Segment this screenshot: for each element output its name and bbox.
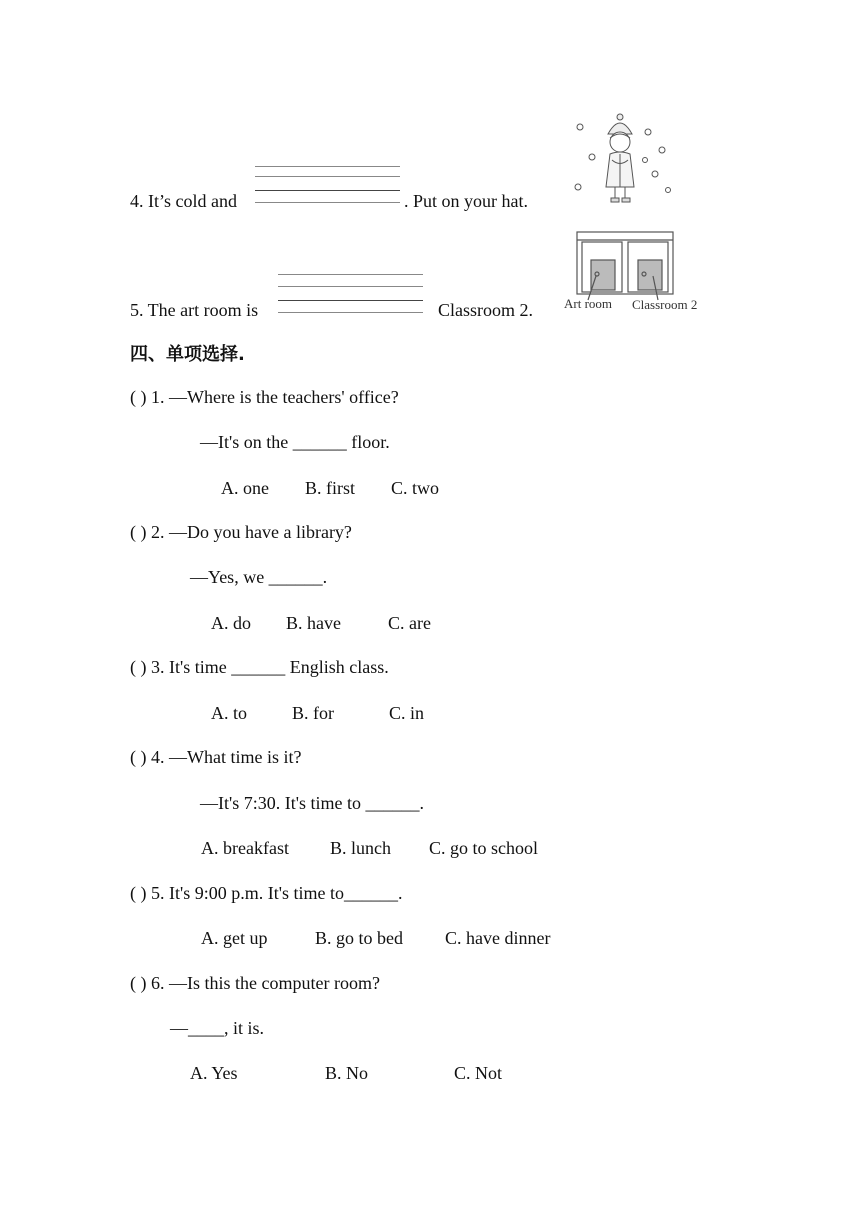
question-2: ( ) 2. —Do you have a library? bbox=[130, 522, 352, 542]
question-4: ( ) 4. —What time is it? bbox=[130, 747, 302, 767]
question-4-option-b[interactable]: B. lunch bbox=[330, 838, 391, 858]
question-6: ( ) 6. —Is this the computer room? bbox=[130, 973, 380, 993]
question-2-option-a[interactable]: A. do bbox=[211, 613, 251, 633]
question-1: ( ) 1. —Where is the teachers' office? bbox=[130, 387, 399, 407]
question-1-option-a[interactable]: A. one bbox=[221, 478, 269, 498]
art-room-classroom-illustration bbox=[560, 228, 710, 318]
question-6-option-c[interactable]: C. Not bbox=[454, 1063, 503, 1083]
question-5-option-b[interactable]: B. go to bed bbox=[315, 928, 403, 948]
section-title: 四、单项选择. bbox=[130, 344, 245, 365]
question-4-option-a[interactable]: A. breakfast bbox=[201, 838, 289, 858]
question-4-option-c[interactable]: C. go to school bbox=[429, 838, 539, 858]
question-3: ( ) 3. It's time ______ English class. bbox=[130, 657, 389, 677]
question-5-option-c[interactable]: C. have dinner bbox=[445, 928, 551, 948]
classroom-2-label: Classroom 2 bbox=[632, 297, 698, 312]
question-4-answer-line: —It's 7:30. It's time to ______. bbox=[200, 793, 424, 813]
question-5-option-a[interactable]: A. get up bbox=[201, 928, 268, 948]
q5-writing-lines[interactable] bbox=[278, 274, 423, 314]
q5-text-before: 5. The art room is bbox=[130, 300, 259, 320]
question-2-option-b[interactable]: B. have bbox=[286, 613, 341, 633]
question-3-option-c[interactable]: C. in bbox=[389, 703, 425, 723]
art-room-label: Art room bbox=[564, 296, 613, 311]
question-2-answer-line: —Yes, we ______. bbox=[190, 567, 328, 587]
question-1-option-c[interactable]: C. two bbox=[391, 478, 440, 498]
question-6-option-b[interactable]: B. No bbox=[325, 1063, 369, 1083]
girl-cold-snow-illustration bbox=[570, 112, 680, 207]
question-2-option-c[interactable]: C. are bbox=[388, 613, 431, 633]
question-6-answer-line: —____, it is. bbox=[170, 1018, 265, 1038]
q4-text-before: 4. It’s cold and bbox=[130, 191, 237, 211]
question-3-option-a[interactable]: A. to bbox=[211, 703, 247, 723]
q5-text-after: Classroom 2. bbox=[438, 300, 534, 320]
q4-text-after: . Put on your hat. bbox=[404, 191, 528, 211]
question-3-option-b[interactable]: B. for bbox=[292, 703, 334, 723]
question-5: ( ) 5. It's 9:00 p.m. It's time to______. bbox=[130, 883, 403, 903]
q4-writing-lines[interactable] bbox=[255, 166, 400, 206]
question-1-option-b[interactable]: B. first bbox=[305, 478, 356, 498]
question-1-answer-line: —It's on the ______ floor. bbox=[200, 432, 390, 452]
question-6-option-a[interactable]: A. Yes bbox=[190, 1063, 238, 1083]
